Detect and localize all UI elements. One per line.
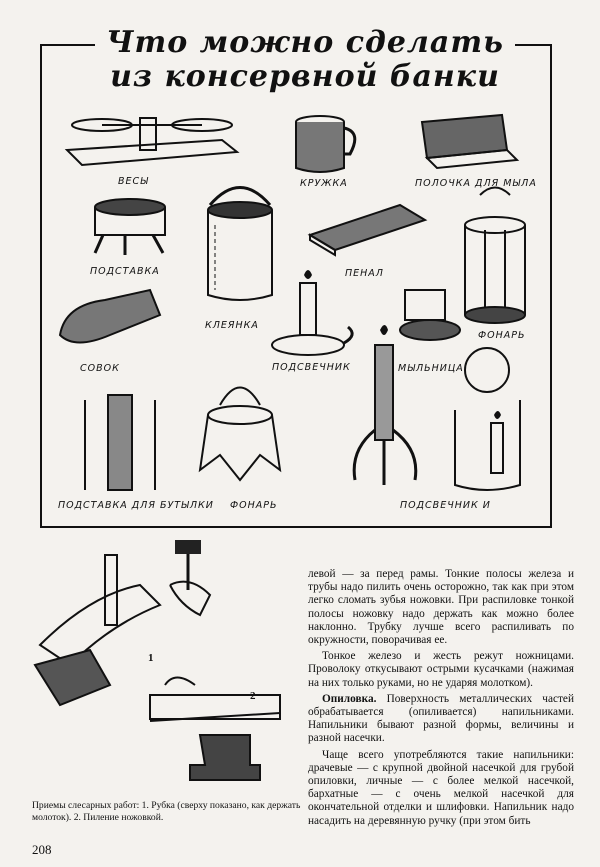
candle-tripod-illustration [340, 320, 430, 490]
pencil-case-illustration [300, 195, 430, 260]
label-scale: ВЕСЫ [118, 176, 149, 187]
paragraph-4: Чаще всего употребляются такие напильники: драчевые — с крупной двойной насечкой для грубой опиловки, личные — с более мелкой насечкой, бархатные — с очень мелкой насечкой для окончательной отделки и шлифовки. Напильник надо насадить на деревянную ручку (при этом бить [308, 748, 574, 827]
label-soap-dish: МЫЛЬНИЦА [398, 363, 464, 374]
page-number: 208 [32, 842, 52, 857]
label-scoop: СОВОК [80, 363, 120, 374]
figure-number-1: 1 [148, 652, 154, 664]
label-candlestick: ПОДСВЕЧНИК [272, 362, 351, 373]
label-pencil-case: ПЕНАЛ [345, 268, 384, 279]
bottle-stand-illustration [75, 390, 165, 500]
soap-shelf-illustration [412, 110, 522, 175]
label-soap-shelf: ПОЛОЧКА ДЛЯ МЫЛА [415, 178, 537, 189]
metalwork-figure [30, 535, 305, 795]
lantern-illustration [455, 185, 535, 335]
figure-caption: Приемы слесарных работ: 1. Рубка (сверху показано, как держать молоток). 2. Пиление ножовкой. [32, 800, 301, 823]
stand-illustration [85, 195, 175, 260]
label-lantern2: ФОНАРЬ [230, 500, 278, 511]
scale-illustration [62, 110, 242, 180]
mug-illustration [290, 110, 370, 180]
label-stand: ПОДСТАВКА [90, 266, 160, 277]
candlestick2-illustration [445, 345, 530, 495]
label-candlestick2: ПОДСВЕЧНИК И [400, 500, 491, 511]
lantern2-illustration [195, 370, 285, 500]
paragraph-1: левой — за перед рамы. Тонкие полосы железа и трубы надо пилить очень осторожно, так как при этом легко сломать зубья ножовки. При распиловке тонкой полосы ножовку надо держать как можно более наклонно. Трубку лучше всего распиливать по окружности, поворачивая ее. [308, 568, 574, 647]
label-lantern: ФОНАРЬ [478, 330, 526, 341]
label-mug: КРУЖКА [300, 178, 348, 189]
text-column [308, 568, 574, 831]
label-glue-pot: КЛЕЯНКА [205, 320, 259, 331]
scoop-illustration [55, 285, 175, 355]
paragraph-3: Опиловка. Поверхность металлических частей обрабатывается (опиливается) напильниками. Напильники бывают разной формы, величины и разной насечки. [308, 692, 574, 745]
figure-number-2: 2 [250, 690, 256, 702]
label-bottle-stand: ПОДСТАВКА ДЛЯ БУТЫЛКИ [58, 500, 214, 511]
paragraph-2: Тонкое железо и жесть режут ножницами. Проволоку откусывают острыми кусачками (нажимая на них только руками, но не ударяя молотком). [308, 650, 574, 689]
page-title: Что можно сделать из консервной банки [95, 26, 515, 94]
